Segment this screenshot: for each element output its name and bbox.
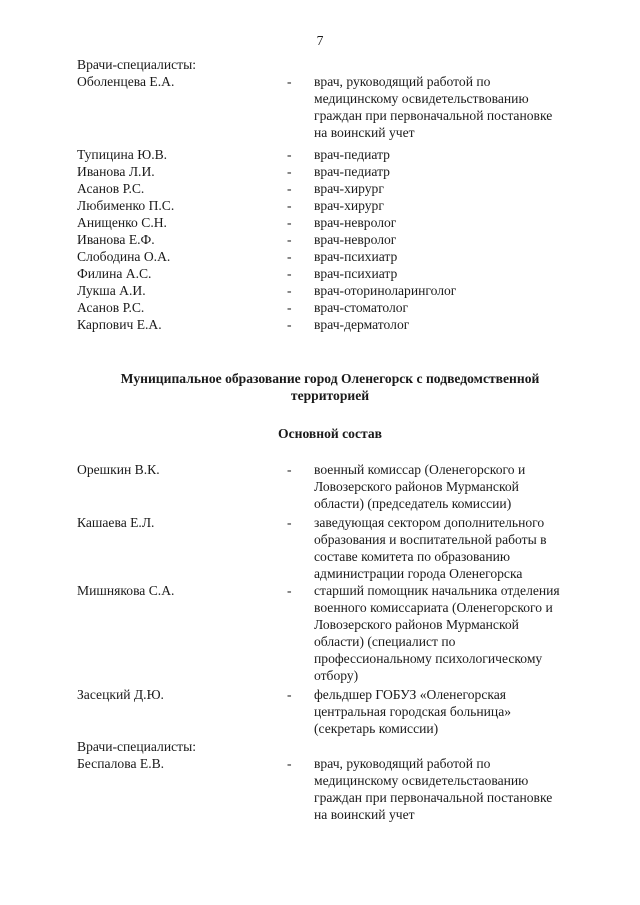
role-line: граждан при первоначальной постановке — [314, 108, 553, 123]
list-item — [77, 163, 597, 180]
member-role: врач-невролог — [314, 215, 397, 230]
separator-dash: - — [287, 756, 292, 771]
member-name: Филина А.С. — [77, 266, 152, 281]
separator-dash: - — [287, 283, 292, 298]
separator-dash: - — [287, 266, 292, 281]
role-line: администрации города Оленегорска — [314, 566, 523, 581]
member-name: Лукша А.И. — [77, 283, 146, 298]
role-line: граждан при первоначальной постановке — [314, 790, 553, 805]
member-role — [314, 755, 594, 823]
separator-dash: - — [287, 462, 292, 477]
list-item — [77, 514, 597, 582]
separator-dash: - — [287, 74, 292, 89]
member-role — [314, 461, 594, 512]
list-item — [77, 686, 597, 737]
list-item — [77, 282, 597, 299]
role-line: Ловозерского районов Мурманской — [314, 617, 519, 632]
page-number: 7 — [316, 33, 324, 48]
role-line: фельдшер ГОБУЗ «Оленегорская — [314, 687, 507, 702]
member-role — [314, 514, 594, 582]
separator-dash: - — [287, 232, 292, 247]
member-role — [314, 582, 594, 684]
separator-dash: - — [287, 317, 292, 332]
member-role: врач-хирург — [314, 181, 384, 196]
role-line: на воинский учет — [314, 125, 415, 140]
role-line: военного комиссариата (Оленегорского и — [314, 600, 553, 615]
separator-dash: - — [287, 181, 292, 196]
member-role — [314, 686, 594, 737]
role-line: составе комитета по образованию — [314, 549, 511, 564]
list-item — [77, 461, 597, 512]
member-role — [314, 73, 594, 141]
municipality-heading — [90, 370, 570, 404]
member-role: врач-стоматолог — [314, 300, 409, 315]
member-name: Асанов Р.С. — [77, 181, 145, 196]
member-name: Иванова Л.И. — [77, 164, 155, 179]
list-item — [77, 214, 597, 231]
composition-heading: Основной состав — [278, 426, 382, 441]
role-line: профессиональному психологическому — [314, 651, 543, 666]
member-name: Орешкин В.К. — [77, 462, 160, 477]
member-role: врач-психиатр — [314, 249, 398, 264]
member-name: Иванова Е.Ф. — [77, 232, 155, 247]
member-role: врач-хирург — [314, 198, 384, 213]
role-line: образования и воспитательной работы в — [314, 532, 547, 547]
role-line: (секретарь комиссии) — [314, 721, 439, 736]
role-line: медицинскому освидетельствованию — [314, 91, 529, 106]
role-line: заведующая сектором дополнительного — [314, 515, 545, 530]
list-item — [77, 73, 597, 141]
role-line: старший помощник начальника отделения — [314, 583, 560, 598]
list-item — [77, 146, 597, 163]
role-line: отбору) — [314, 668, 359, 683]
member-role: врач-психиатр — [314, 266, 398, 281]
list-item — [77, 180, 597, 197]
list-item — [77, 265, 597, 282]
member-name: Асанов Р.С. — [77, 300, 145, 315]
member-name: Любименко П.С. — [77, 198, 175, 213]
member-name: Слободина О.А. — [77, 249, 171, 264]
member-role: врач-педиатр — [314, 164, 390, 179]
role-line: врач, руководящий работой по — [314, 74, 491, 89]
member-role: врач-оториноларинголог — [314, 283, 457, 298]
separator-dash: - — [287, 198, 292, 213]
list-item — [77, 755, 597, 823]
role-line: области) (председатель комиссии) — [314, 496, 512, 511]
member-name: Тупицина Ю.В. — [77, 147, 168, 162]
separator-dash: - — [287, 687, 292, 702]
role-line: области) (специалист по — [314, 634, 456, 649]
separator-dash: - — [287, 215, 292, 230]
separator-dash: - — [287, 147, 292, 162]
member-role: врач-педиатр — [314, 147, 390, 162]
member-name: Карпович Е.А. — [77, 317, 162, 332]
list-item — [77, 248, 597, 265]
member-name: Мишнякова С.А. — [77, 583, 175, 598]
role-line: центральная городская больница» — [314, 704, 512, 719]
separator-dash: - — [287, 164, 292, 179]
member-role: врач-невролог — [314, 232, 397, 247]
separator-dash: - — [287, 583, 292, 598]
list-item — [77, 582, 597, 684]
heading-line: территорией — [290, 388, 370, 403]
list-item — [77, 231, 597, 248]
member-name: Кашаева Е.Л. — [77, 515, 155, 530]
role-line: на воинский учет — [314, 807, 415, 822]
list-item — [77, 316, 597, 333]
heading-line: Муниципальное образование город Оленегорск с подведомственной — [120, 371, 540, 386]
member-name: Беспалова Е.В. — [77, 756, 165, 771]
member-name: Засецкий Д.Ю. — [77, 687, 164, 702]
member-name: Оболенцева Е.А. — [77, 74, 175, 89]
separator-dash: - — [287, 249, 292, 264]
role-line: медицинскому освидетельстaованию — [314, 773, 529, 788]
role-line: Ловозерского районов Мурманской — [314, 479, 519, 494]
member-role: врач-дерматолог — [314, 317, 410, 332]
role-line: врач, руководящий работой по — [314, 756, 491, 771]
list-item — [77, 299, 597, 316]
separator-dash: - — [287, 300, 292, 315]
section-label-specialists: Врачи-специалисты: — [77, 739, 196, 754]
separator-dash: - — [287, 515, 292, 530]
section-label-specialists: Врачи-специалисты: — [77, 57, 196, 72]
list-item — [77, 197, 597, 214]
role-line: военный комиссар (Оленегорского и — [314, 462, 526, 477]
member-name: Анищенко С.Н. — [77, 215, 167, 230]
